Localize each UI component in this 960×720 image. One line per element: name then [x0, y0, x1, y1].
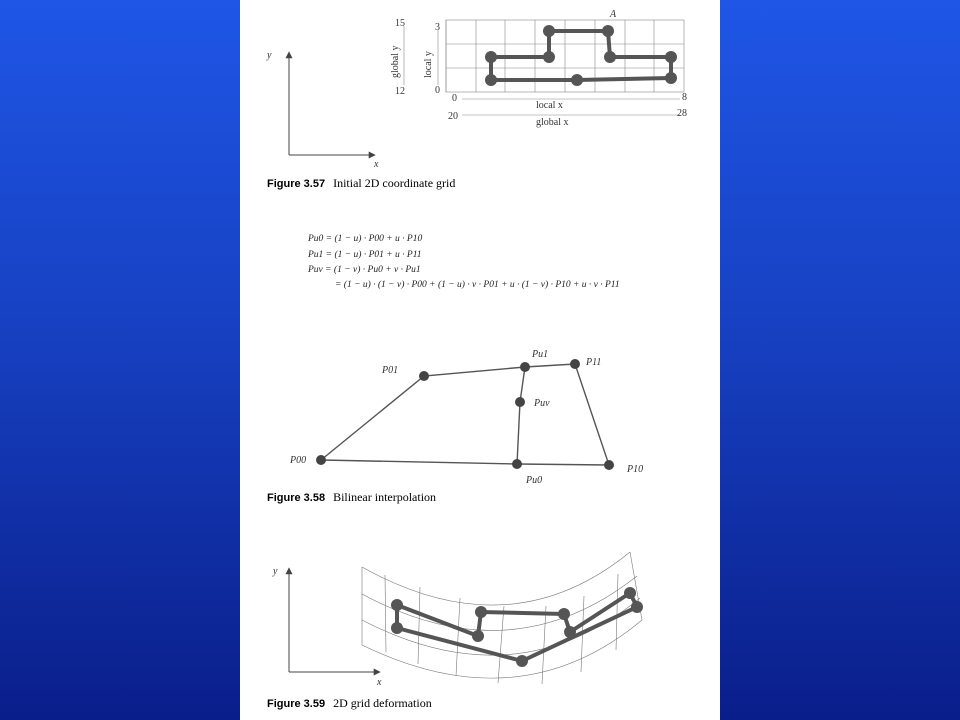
- fig357-local-y-top: 3: [435, 22, 440, 33]
- fig358-label-p01: P01: [382, 365, 399, 376]
- fig357-global-x-left: 20: [448, 111, 458, 122]
- figure-3-59: [267, 552, 643, 711]
- fig357-shape: [491, 31, 671, 80]
- fig357-local-x-label: local x: [536, 100, 563, 111]
- fig359-points: [391, 587, 643, 667]
- fig357-global-y-top: 15: [395, 18, 405, 29]
- fig359-axis-y-label: y: [273, 566, 278, 577]
- fig357-global-x-label: global x: [536, 117, 569, 128]
- equation-line-1: Pu0 = (1 − u) · P00 + u · P10: [308, 234, 423, 244]
- fig357-axis-y-label: y: [267, 50, 272, 61]
- fig359-deformed-grid: [362, 552, 642, 684]
- fig357-local-y-bottom: 0: [435, 85, 440, 96]
- page-figures: [240, 0, 720, 720]
- fig357-caption: Figure 3.57 Initial 2D coordinate grid: [267, 176, 456, 190]
- fig358-caption: Figure 3.58 Bilinear interpolation: [267, 490, 437, 504]
- fig358-label-p00: P00: [290, 455, 307, 466]
- fig358-label-pu1: Pu1: [532, 349, 549, 360]
- fig358-label-p11: P11: [586, 357, 602, 368]
- fig357-global-x-right: 28: [677, 108, 687, 119]
- bilinear-equations: [307, 233, 620, 290]
- equation-line-4: = (1 − u) · (1 − v) · P00 + (1 − u) · v · P01 + u · (1 − v) · P10 + u · v · P11: [335, 280, 620, 290]
- fig359-caption: Figure 3.59 2D grid deformation: [267, 696, 432, 710]
- equation-line-3: Puv = (1 − v) · Pu0 + v · Pu1: [308, 265, 421, 275]
- fig357-local-x-left: 0: [452, 93, 457, 104]
- fig358-quad-lines: [321, 364, 609, 465]
- fig358-label-pu0: Pu0: [526, 475, 543, 486]
- fig358-points: [316, 359, 614, 470]
- fig358-label-p10: P10: [627, 464, 644, 475]
- figure-3-58: [267, 349, 643, 505]
- textbook-page: [240, 0, 720, 720]
- fig357-axis-x-label: x: [374, 159, 379, 170]
- fig358-label-puv: Puv: [534, 398, 550, 409]
- fig357-local-x-right: 8: [682, 92, 687, 103]
- fig357-global-y-bottom: 12: [395, 86, 405, 97]
- fig359-axis-x-label: x: [377, 677, 382, 688]
- fig357-point-a-label: A: [610, 9, 617, 20]
- fig357-global-y-label: global y: [390, 45, 401, 78]
- fig357-local-y-label: local y: [423, 51, 434, 78]
- figure-3-57: [266, 9, 687, 191]
- equation-line-2: Pu1 = (1 − u) · P01 + u · P11: [308, 250, 422, 260]
